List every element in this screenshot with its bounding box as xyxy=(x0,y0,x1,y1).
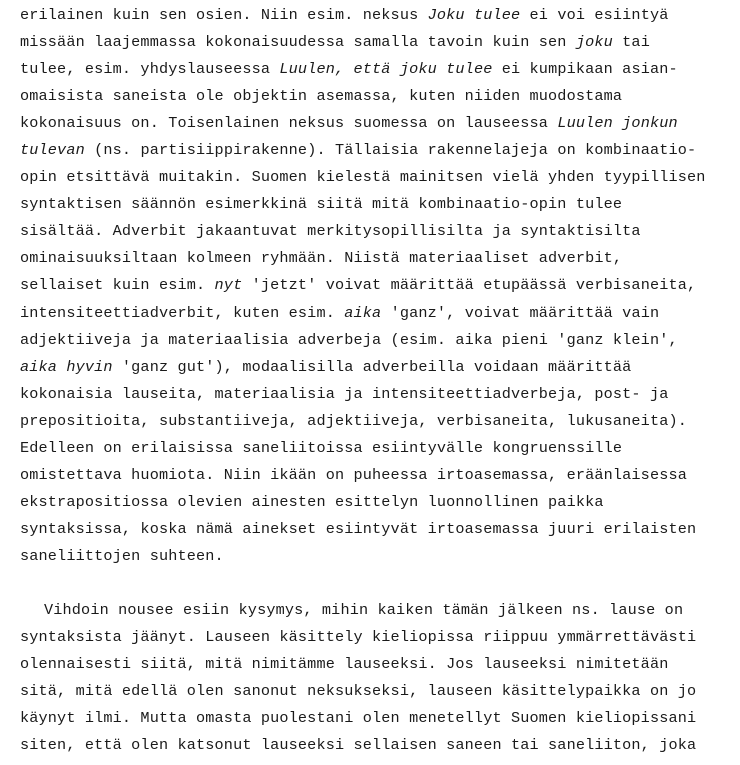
text-line xyxy=(20,678,735,705)
text-run: ekstrapositiossa olevien ainesten esittelyn luonnollinen paikka xyxy=(20,492,604,511)
italic-example: Luulen jonkun xyxy=(557,114,678,133)
text-run: (ns. partisiippirakenne). Tällaisia rakennelajeja on kombinaatio- xyxy=(84,141,697,160)
document-page xyxy=(20,2,735,759)
paragraph-gap xyxy=(20,570,735,597)
text-line xyxy=(20,435,735,462)
text-line xyxy=(20,462,735,489)
text-line xyxy=(20,218,735,245)
italic-example: joku xyxy=(575,33,613,52)
text-line xyxy=(20,381,735,408)
text-line xyxy=(20,300,735,327)
text-run: erilainen kuin sen osien. Niin esim. neksus xyxy=(20,6,428,24)
text-run: Edelleen on erilaisissa saneliitoissa esiintyvälle kongruenssille xyxy=(20,438,623,457)
text-run: kokonaisuus on. Toisenlainen neksus suomessa on lauseessa xyxy=(20,114,558,133)
text-run: 'ganz', voivat määrittää vain xyxy=(381,303,660,322)
italic-example: nyt xyxy=(214,276,243,295)
text-line xyxy=(20,408,735,435)
text-line xyxy=(20,705,735,732)
text-line xyxy=(20,272,735,299)
text-line xyxy=(20,56,735,83)
text-line xyxy=(20,245,735,272)
text-run: tai xyxy=(612,33,650,52)
italic-example: Joku tulee xyxy=(427,6,521,24)
text-run: saneliittojen suhteen. xyxy=(20,546,224,565)
text-run: syntaksissa, koska nämä ainekset esiintyvät irtoasemassa juuri erilaisten xyxy=(20,519,697,538)
text-run: sellaiset kuin esim. xyxy=(20,276,215,295)
text-line xyxy=(20,110,735,137)
text-line xyxy=(20,164,735,191)
text-run: sisältää. Adverbit jakaantuvat merkitysopillisilta ja syntaktisilta xyxy=(20,222,641,241)
italic-example: Luulen, että joku tulee xyxy=(279,60,493,79)
text-line xyxy=(20,624,735,651)
text-line xyxy=(20,489,735,516)
text-line xyxy=(20,2,735,29)
text-line xyxy=(20,327,735,354)
text-run: syntaktisen säännön esimerkkinä siitä mitä kombinaatio-opin tulee xyxy=(20,195,623,214)
text-line xyxy=(20,83,735,110)
text-line xyxy=(20,354,735,381)
text-line xyxy=(20,137,735,164)
text-run: 'ganz gut'), modaalisilla adverbeilla voidaan määrittää xyxy=(112,357,632,376)
text-run: syntaksista jäänyt. Lauseen käsittely kieliopissa riippuu ymmärrettävästi xyxy=(20,628,697,647)
italic-example: aika xyxy=(344,303,382,322)
text-run: kokonaisia lauseita, materiaalisia ja intensiteettiadverbeja, post- ja xyxy=(20,384,669,403)
text-run: olennaisesti siitä, mitä nimitämme lauseeksi. Jos lauseeksi nimitetään xyxy=(20,655,669,674)
text-run: tulee, esim. yhdyslauseessa xyxy=(20,60,280,79)
text-run: siten, että olen katsonut lauseeksi sellaisen saneen tai saneliiton, joka xyxy=(20,736,697,755)
text-line xyxy=(20,543,735,570)
text-run: omistettava huomiota. Niin ikään on puheessa irtoasemassa, eräänlaisessa xyxy=(20,465,688,484)
paragraph xyxy=(20,597,735,759)
text-line xyxy=(20,732,735,759)
text-run: sitä, mitä edellä olen sanonut neksukseksi, lauseen käsittelypaikka on jo xyxy=(20,682,697,701)
text-run: omaisista saneista ole objektin asemassa, kuten niiden muodostama xyxy=(20,87,623,106)
text-run: ominaisuuksiltaan kolmeen ryhmään. Niistä materiaaliset adverbit, xyxy=(20,249,623,268)
text-run: opin etsittävä muitakin. Suomen kielestä mainitsen vielä yhden tyypillisen xyxy=(20,168,706,187)
text-run: ei voi esiintyä xyxy=(520,6,669,24)
text-line xyxy=(20,516,735,543)
text-run: missään laajemmassa kokonaisuudessa samalla tavoin kuin sen xyxy=(20,33,576,52)
text-line xyxy=(20,191,735,218)
paragraph xyxy=(20,2,735,570)
text-line xyxy=(20,597,735,624)
text-run: intensiteettiadverbit, kuten esim. xyxy=(20,303,345,322)
italic-example: tulevan xyxy=(20,141,85,160)
text-run: 'jetzt' voivat määrittää etupäässä verbisaneita, xyxy=(242,276,697,295)
text-line xyxy=(20,29,735,56)
text-run: Vihdoin nousee esiin kysymys, mihin kaiken tämän jälkeen ns. lause on xyxy=(44,600,684,619)
text-run: ei kumpikaan asian- xyxy=(492,60,678,79)
italic-example: aika hyvin xyxy=(20,357,113,376)
text-run: adjektiiveja ja materiaalisia adverbeja (esim. aika pieni 'ganz klein', xyxy=(20,330,678,349)
text-run: käynyt ilmi. Mutta omasta puolestani olen menetellyt Suomen kieliopissani xyxy=(20,709,697,728)
text-line xyxy=(20,651,735,678)
text-run: prepositioita, substantiiveja, adjektiiveja, verbisaneita, lukusaneita). xyxy=(20,411,688,430)
